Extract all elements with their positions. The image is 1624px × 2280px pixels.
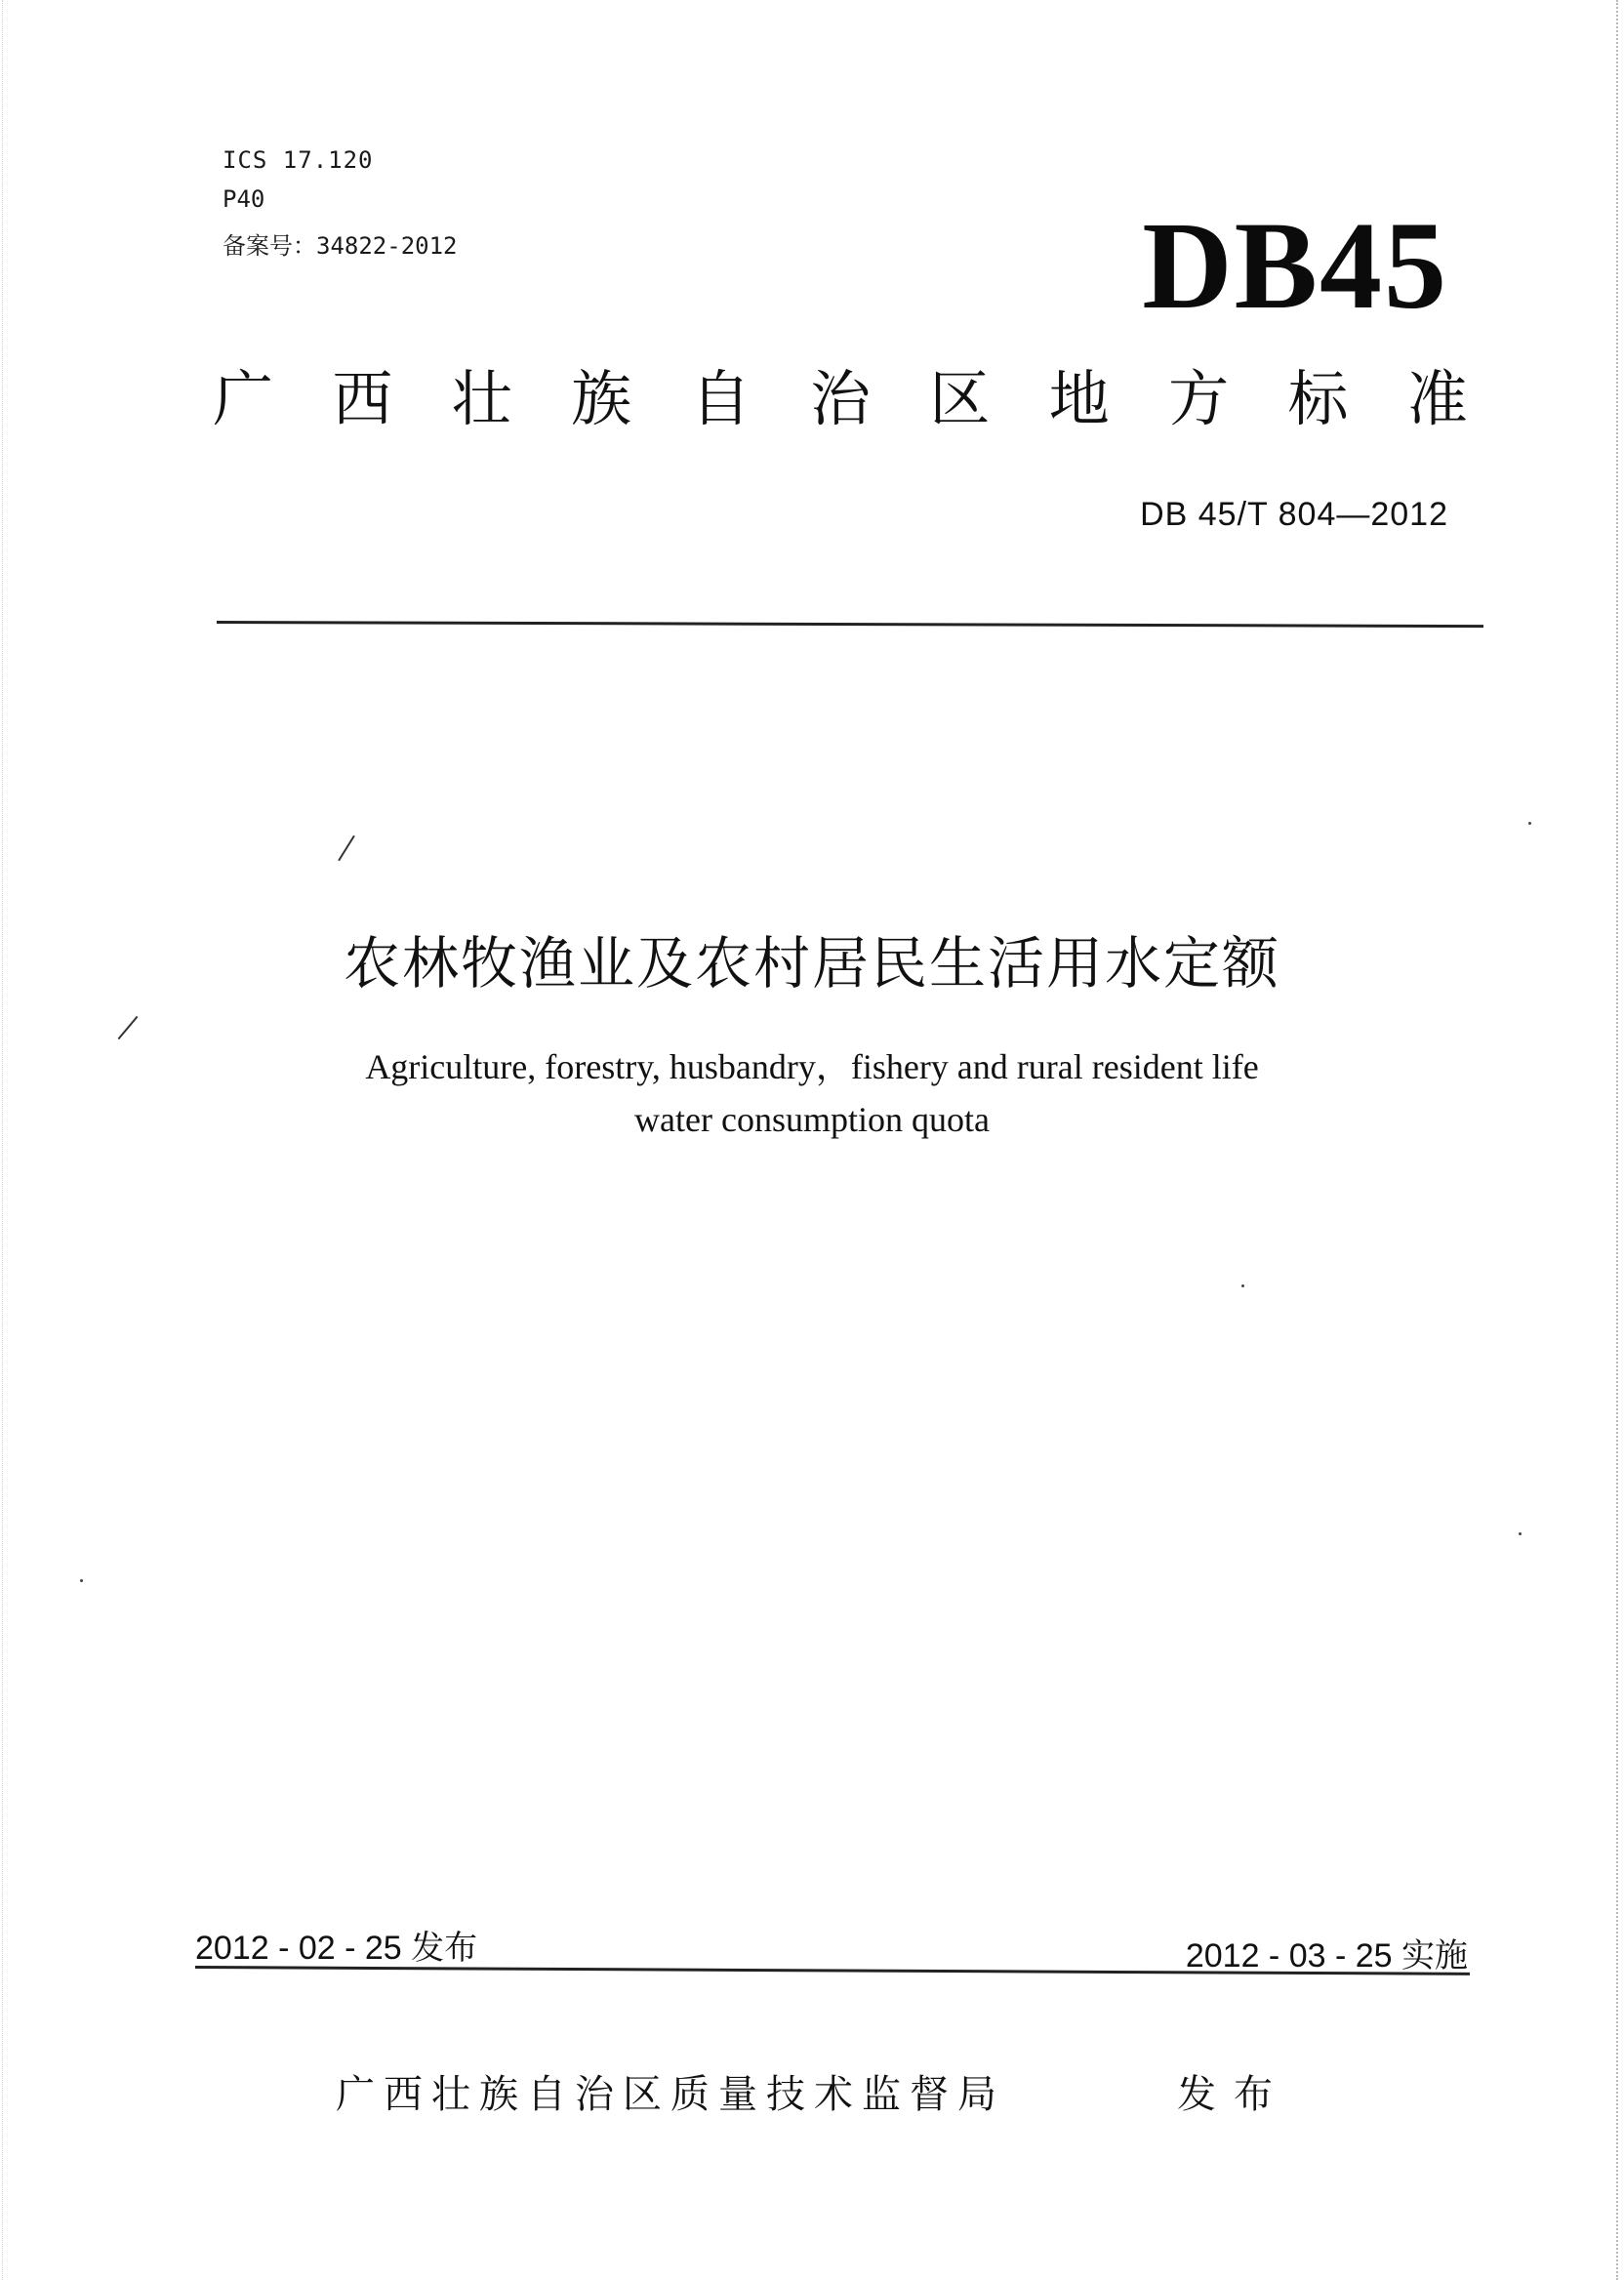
issue-label: 发布 [1177, 2072, 1290, 2117]
standard-type-char: 治 [809, 363, 871, 434]
title-en-line-1: Agriculture, forestry, husbandry，fishery and rural resident life [365, 1047, 1259, 1086]
standard-type-heading [213, 363, 1468, 434]
standard-type-char: 标 [1287, 363, 1349, 434]
standard-code-logo: DB45 [1142, 196, 1448, 335]
standard-type-char: 地 [1048, 363, 1110, 434]
standard-type-char: 西 [332, 363, 393, 434]
issuing-authority: 广西壮族自治区质量技术监督局 [336, 2072, 1005, 2117]
scan-speck [1519, 1532, 1522, 1535]
scan-mark [338, 835, 355, 862]
standard-type-char: 方 [1168, 363, 1230, 434]
publish-date: 2012 - 02 - 25 发布 [195, 1930, 478, 1967]
standard-number: DB 45/T 804—2012 [1140, 496, 1448, 533]
scan-mark [118, 1016, 139, 1039]
ics-code: ICS 17.120 [223, 146, 374, 174]
document-title-cn: 农林牧渔业及农村居民生活用水定额 [343, 930, 1280, 997]
scan-speck [1241, 1284, 1244, 1287]
scan-speck [80, 1579, 83, 1582]
standard-type-char: 族 [571, 363, 632, 434]
record-number: 备案号：34822-2012 [223, 232, 458, 260]
standard-type-char: 准 [1406, 363, 1468, 434]
header-divider [217, 621, 1483, 628]
standard-type-char: 区 [929, 363, 991, 434]
document-title-en [0, 1040, 1624, 1146]
standard-type-char: 壮 [451, 363, 512, 434]
standard-type-char: 广 [213, 363, 274, 434]
effective-date: 2012 - 03 - 25 实施 [1185, 1937, 1468, 1975]
scan-speck [1528, 822, 1531, 825]
classification-code: P40 [223, 185, 265, 213]
title-en-line-2: water consumption quota [634, 1100, 990, 1139]
standard-type-char: 自 [690, 363, 751, 434]
